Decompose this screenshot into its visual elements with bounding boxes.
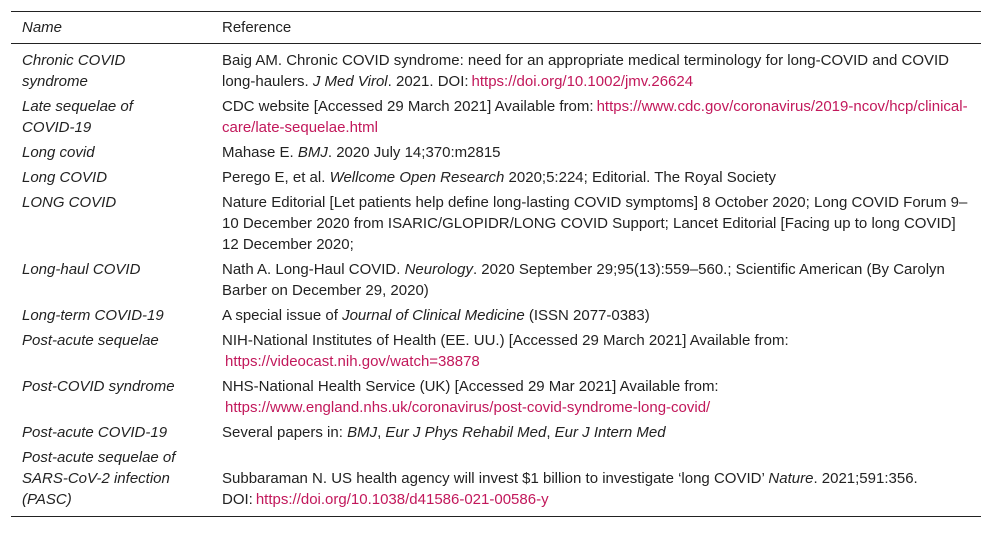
reference-text: . 2021. DOI: xyxy=(387,73,469,90)
reference-text: A special issue of xyxy=(222,307,343,324)
reference-cell xyxy=(211,445,981,517)
term-name: Chronic COVID syndrome xyxy=(22,52,126,90)
reference-link[interactable]: https://www.cdc.gov/coronavirus/2019-ncov/hcp/clinical-care/late-sequelae.html xyxy=(222,98,968,136)
table-row xyxy=(11,303,981,328)
reference-link[interactable]: https://videocast.nih.gov/watch=38878 xyxy=(225,353,480,370)
table-body xyxy=(11,44,981,517)
table-row xyxy=(11,140,981,165)
reference-text: Several papers in: xyxy=(222,424,348,441)
reference-table xyxy=(11,11,981,517)
reference-cell xyxy=(211,257,981,303)
journal-title: Wellcome Open Research xyxy=(329,169,505,186)
journal-title: J Med Virol xyxy=(312,73,388,90)
reference-link[interactable]: https://doi.org/10.1038/d41586-021-00586-y xyxy=(255,491,549,508)
reference-link[interactable]: https://www.england.nhs.uk/coronavirus/post-covid-syndrome-long-covid/ xyxy=(225,399,711,416)
table-row xyxy=(11,190,981,257)
reference-cell xyxy=(211,140,981,165)
column-header-name: Name xyxy=(22,19,63,36)
reference-text: NIH-National Institutes of Health (EE. UU.) [Accessed 29 March 2021] Available from: xyxy=(222,332,789,349)
table-row xyxy=(11,328,981,374)
reference-cell xyxy=(211,190,981,257)
term-name: Post-COVID syndrome xyxy=(22,378,175,395)
table-row xyxy=(11,94,981,140)
term-name: Late sequelae of COVID-19 xyxy=(22,98,133,136)
reference-text: CDC website [Accessed 29 March 2021] Available from: xyxy=(222,98,594,115)
term-name: Long-term COVID-19 xyxy=(22,307,164,324)
term-name: Post-acute sequelae of SARS-CoV-2 infection (PASC) xyxy=(22,449,176,508)
journal-title: Nature xyxy=(768,470,814,487)
table-row xyxy=(11,44,981,95)
reference-text: 2020;5:224; Editorial. The Royal Society xyxy=(504,169,776,186)
reference-table-container xyxy=(11,11,981,517)
table-row xyxy=(11,374,981,420)
table-row xyxy=(11,257,981,303)
term-name: Post-acute COVID-19 xyxy=(22,424,168,441)
journal-title: Neurology xyxy=(404,261,473,278)
reference-text: . 2020 September 29;95(13):559–560.; Scientific American (By Carolyn Barber on December 29, 2020) xyxy=(222,261,945,299)
reference-text: (ISSN 2077-0383) xyxy=(524,307,650,324)
reference-text: Baig AM. Chronic COVID syndrome: need for an appropriate medical terminology for long-COVID and COVID long-haulers. xyxy=(222,52,949,90)
table-header-row xyxy=(11,12,981,44)
term-name: Long-haul COVID xyxy=(22,261,141,278)
table-row xyxy=(11,165,981,190)
term-name: Long COVID xyxy=(22,169,108,186)
journal-title: Eur J Phys Rehabil Med xyxy=(385,424,547,441)
term-name: Post-acute sequelae xyxy=(22,332,159,349)
reference-link[interactable]: https://doi.org/10.1002/jmv.26624 xyxy=(471,73,694,90)
table-row xyxy=(11,420,981,445)
journal-title: Journal of Clinical Medicine xyxy=(342,307,525,324)
reference-cell xyxy=(211,420,981,445)
reference-text: . 2020 July 14;370:m2815 xyxy=(327,144,501,161)
term-name: Long covid xyxy=(22,144,95,161)
reference-cell xyxy=(211,44,981,95)
reference-text: Mahase E. xyxy=(222,144,298,161)
term-name: LONG COVID xyxy=(22,194,117,211)
reference-text: NHS-National Health Service (UK) [Accessed 29 Mar 2021] Available from: xyxy=(222,378,719,395)
reference-cell xyxy=(211,165,981,190)
reference-text: Nature Editorial [Let patients help define long-lasting COVID symptoms] 8 October 2020; Long COVID Forum 9–10 December 2020 from ISARIC/GLOPIDR/LONG COVID Support; Lancet Editorial [Facing up to long COVID] 12 December 2020; xyxy=(222,194,968,253)
column-header-reference: Reference xyxy=(222,19,292,36)
reference-text: Nath A. Long-Haul COVID. xyxy=(222,261,405,278)
reference-text: , xyxy=(546,424,555,441)
reference-cell xyxy=(211,94,981,140)
table-row xyxy=(11,445,981,517)
reference-text: , xyxy=(377,424,386,441)
journal-title: BMJ xyxy=(297,144,328,161)
reference-cell xyxy=(211,374,981,420)
journal-title: Eur J Intern Med xyxy=(554,424,666,441)
reference-text: . 2021;591:356. DOI: xyxy=(222,470,918,508)
reference-text: Perego E, et al. xyxy=(222,169,330,186)
reference-text: Subbaraman N. US health agency will invest $1 billion to investigate ‘long COVID’ xyxy=(222,470,769,487)
journal-title: BMJ xyxy=(347,424,378,441)
reference-cell xyxy=(211,328,981,374)
reference-cell xyxy=(211,303,981,328)
